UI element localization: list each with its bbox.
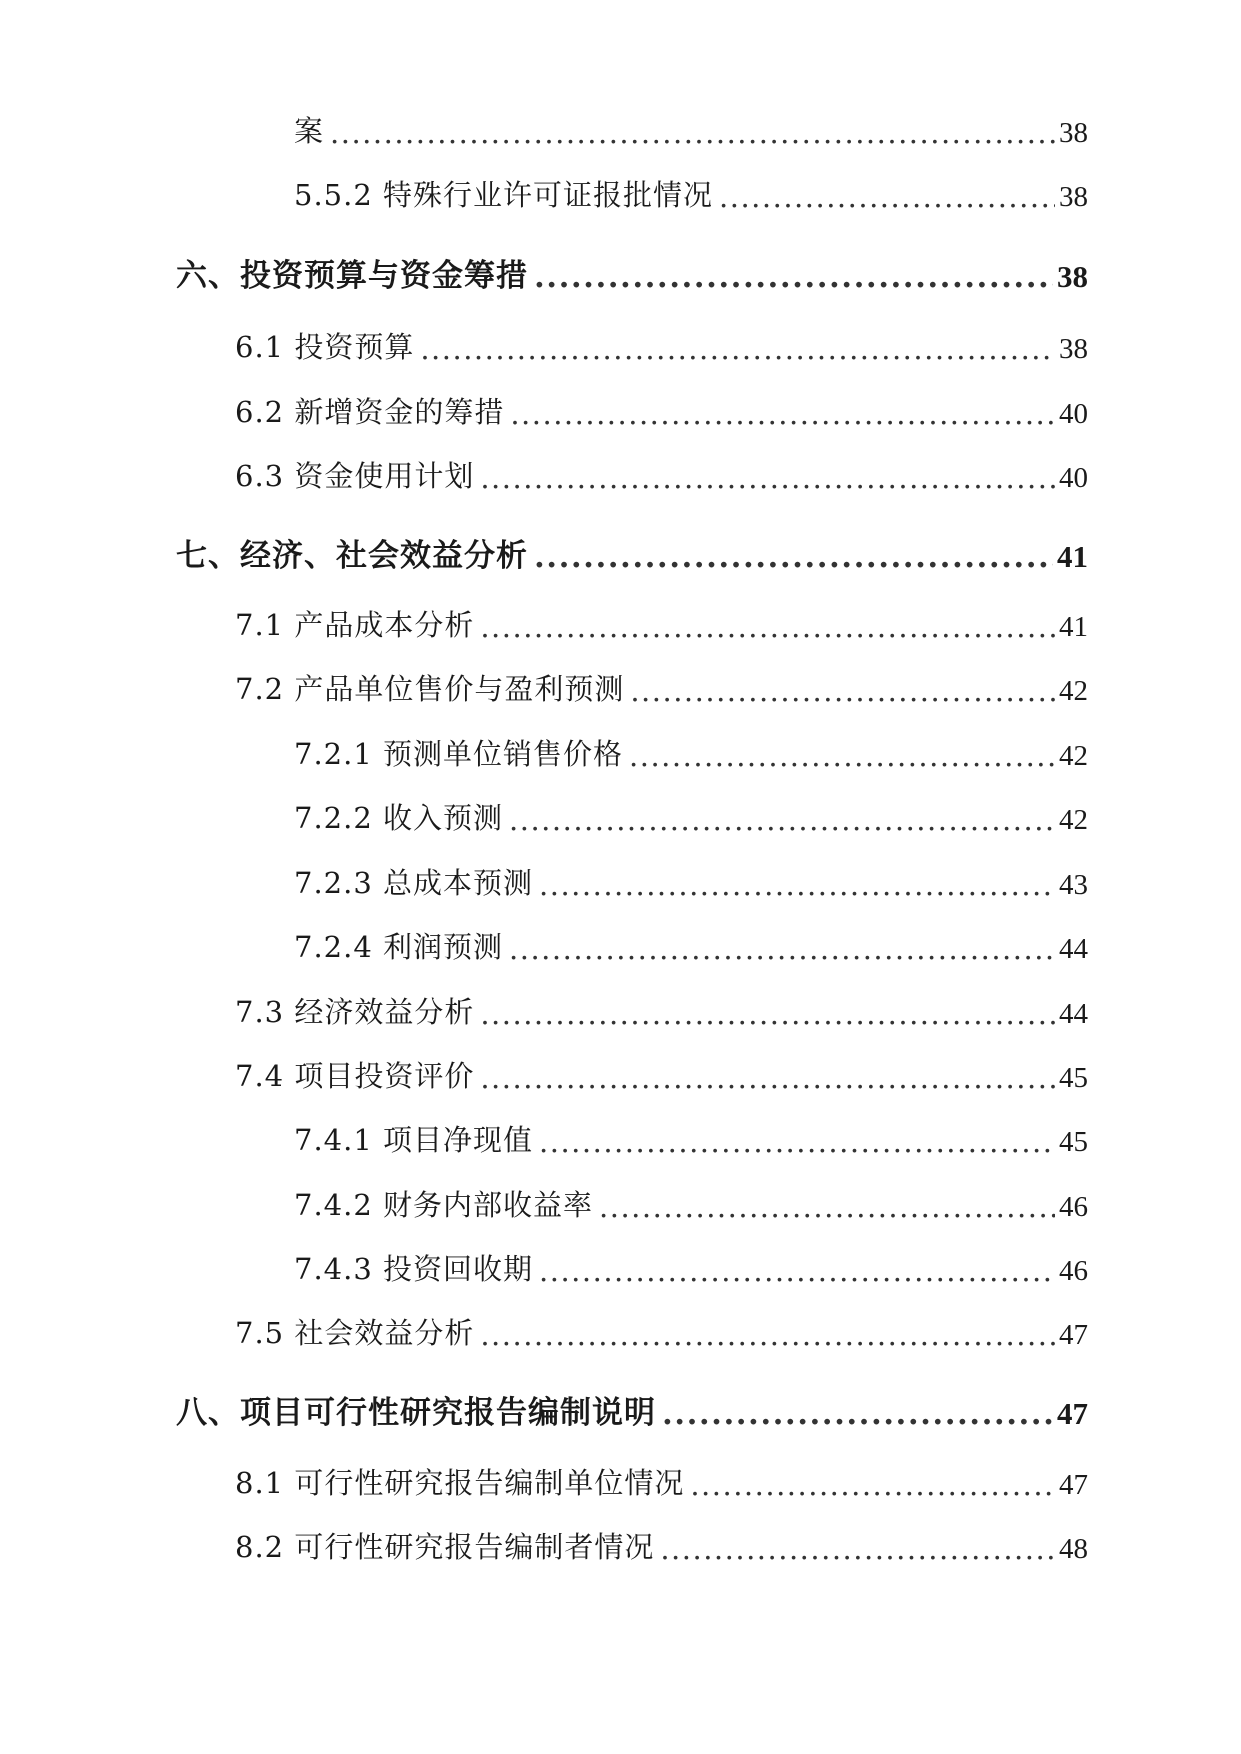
toc-entry-title: 7.2.4 利润预测 bbox=[294, 930, 504, 964]
toc-entry-page: 48 bbox=[1059, 1533, 1088, 1565]
toc-entry-title: 7.1 产品成本分析 bbox=[235, 608, 475, 642]
toc-entry-title: 7.2.3 总成本预测 bbox=[294, 866, 534, 900]
toc-entry-title: 7.2.1 预测单位销售价格 bbox=[294, 737, 624, 771]
toc-entry-title: 六、投资预算与资金筹措 bbox=[176, 258, 528, 294]
toc-entry-page: 38 bbox=[1057, 259, 1088, 294]
toc-entry-page: 40 bbox=[1059, 462, 1088, 494]
toc-entry[interactable] bbox=[294, 1180, 1088, 1224]
toc-dot-leader bbox=[509, 803, 1055, 837]
toc-dot-leader bbox=[539, 1125, 1055, 1159]
toc-entry[interactable] bbox=[294, 170, 1088, 214]
toc-entry[interactable] bbox=[235, 451, 1088, 495]
toc-dot-leader bbox=[510, 397, 1055, 431]
toc-entry-title: 7.2 产品单位售价与盈利预测 bbox=[235, 672, 625, 706]
toc-entry-page: 42 bbox=[1059, 740, 1088, 772]
toc-entry-page: 45 bbox=[1059, 1062, 1088, 1094]
toc-entry[interactable] bbox=[235, 600, 1088, 644]
toc-entry-title: 7.2.2 收入预测 bbox=[294, 801, 504, 835]
toc-entry-page: 47 bbox=[1057, 1396, 1088, 1431]
toc-dot-leader bbox=[480, 997, 1055, 1031]
toc-entry-page: 45 bbox=[1059, 1126, 1088, 1158]
toc-entry[interactable] bbox=[235, 322, 1088, 366]
toc-entry-page: 46 bbox=[1059, 1255, 1088, 1287]
toc-entry-title: 八、项目可行性研究报告编制说明 bbox=[176, 1395, 656, 1431]
toc-entry-page: 47 bbox=[1059, 1469, 1088, 1501]
toc-entry[interactable] bbox=[235, 664, 1088, 708]
toc-entry-page: 42 bbox=[1059, 804, 1088, 836]
toc-entry-title: 6.1 投资预算 bbox=[235, 330, 415, 364]
toc-entry-page: 38 bbox=[1059, 117, 1088, 149]
toc-entry-title: 8.1 可行性研究报告编制单位情况 bbox=[235, 1466, 685, 1500]
toc-entry[interactable] bbox=[235, 387, 1088, 431]
toc-entry-page: 41 bbox=[1059, 611, 1088, 643]
toc-dot-leader bbox=[480, 461, 1055, 495]
toc-dot-leader bbox=[660, 1532, 1055, 1566]
toc-entry[interactable] bbox=[235, 1051, 1088, 1095]
toc-entry-title: 七、经济、社会效益分析 bbox=[176, 538, 528, 574]
toc-dot-leader bbox=[534, 259, 1053, 295]
toc-entry-page: 38 bbox=[1059, 181, 1088, 213]
toc-entry-page: 44 bbox=[1059, 933, 1088, 965]
toc-entry[interactable] bbox=[235, 987, 1088, 1031]
toc-dot-leader bbox=[509, 932, 1055, 966]
toc-entry-page: 47 bbox=[1059, 1319, 1088, 1351]
toc-entry[interactable] bbox=[235, 1522, 1088, 1566]
toc-entry-title: 8.2 可行性研究报告编制者情况 bbox=[235, 1530, 655, 1564]
toc-entry-page: 44 bbox=[1059, 998, 1088, 1030]
toc-dot-leader bbox=[662, 1396, 1053, 1432]
toc-dot-leader bbox=[330, 116, 1055, 150]
toc-entry[interactable] bbox=[294, 858, 1088, 902]
toc-dot-leader bbox=[480, 610, 1055, 644]
toc-dot-leader bbox=[690, 1468, 1055, 1502]
toc-dot-leader bbox=[630, 674, 1055, 708]
toc-entry-page: 40 bbox=[1059, 398, 1088, 430]
toc-entry-page: 38 bbox=[1059, 333, 1088, 365]
toc-dot-leader bbox=[539, 1254, 1055, 1288]
toc-entry-chapter[interactable] bbox=[176, 251, 1088, 295]
toc-entry[interactable] bbox=[294, 106, 1088, 150]
toc-dot-leader bbox=[629, 739, 1055, 773]
toc-entry[interactable] bbox=[235, 1308, 1088, 1352]
toc-dot-leader bbox=[539, 868, 1055, 902]
toc-entry-title: 7.4.1 项目净现值 bbox=[294, 1123, 534, 1157]
toc-entry[interactable] bbox=[294, 793, 1088, 837]
toc-entry-page: 43 bbox=[1059, 869, 1088, 901]
toc-entry[interactable] bbox=[294, 729, 1088, 773]
toc-entry[interactable] bbox=[294, 1244, 1088, 1288]
toc-entry-title: 7.5 社会效益分析 bbox=[235, 1316, 475, 1350]
toc-entry-page: 41 bbox=[1057, 539, 1088, 574]
toc-dot-leader bbox=[480, 1318, 1055, 1352]
toc-entry-title: 6.3 资金使用计划 bbox=[235, 459, 475, 493]
toc-entry-title: 6.2 新增资金的筹措 bbox=[235, 395, 505, 429]
toc-dot-leader bbox=[534, 539, 1053, 575]
toc-entry-title: 7.3 经济效益分析 bbox=[235, 995, 475, 1029]
toc-dot-leader bbox=[420, 332, 1055, 366]
toc-entry[interactable] bbox=[235, 1458, 1088, 1502]
toc-entry-chapter[interactable] bbox=[176, 531, 1088, 575]
toc-dot-leader bbox=[599, 1190, 1055, 1224]
toc-entry[interactable] bbox=[294, 922, 1088, 966]
toc-entry-page: 42 bbox=[1059, 675, 1088, 707]
toc-entry[interactable] bbox=[294, 1115, 1088, 1159]
toc-entry-title: 7.4.2 财务内部收益率 bbox=[294, 1188, 594, 1222]
toc-entry-chapter[interactable] bbox=[176, 1388, 1088, 1432]
toc-entry-title: 7.4 项目投资评价 bbox=[235, 1059, 475, 1093]
toc-entry-title: 7.4.3 投资回收期 bbox=[294, 1252, 534, 1286]
toc-dot-leader bbox=[480, 1061, 1055, 1095]
toc-entry-page: 46 bbox=[1059, 1191, 1088, 1223]
toc-entry-title: 5.5.2 特殊行业许可证报批情况 bbox=[294, 178, 714, 212]
toc-dot-leader bbox=[719, 180, 1055, 214]
toc-entry-title: 案 bbox=[294, 114, 325, 148]
